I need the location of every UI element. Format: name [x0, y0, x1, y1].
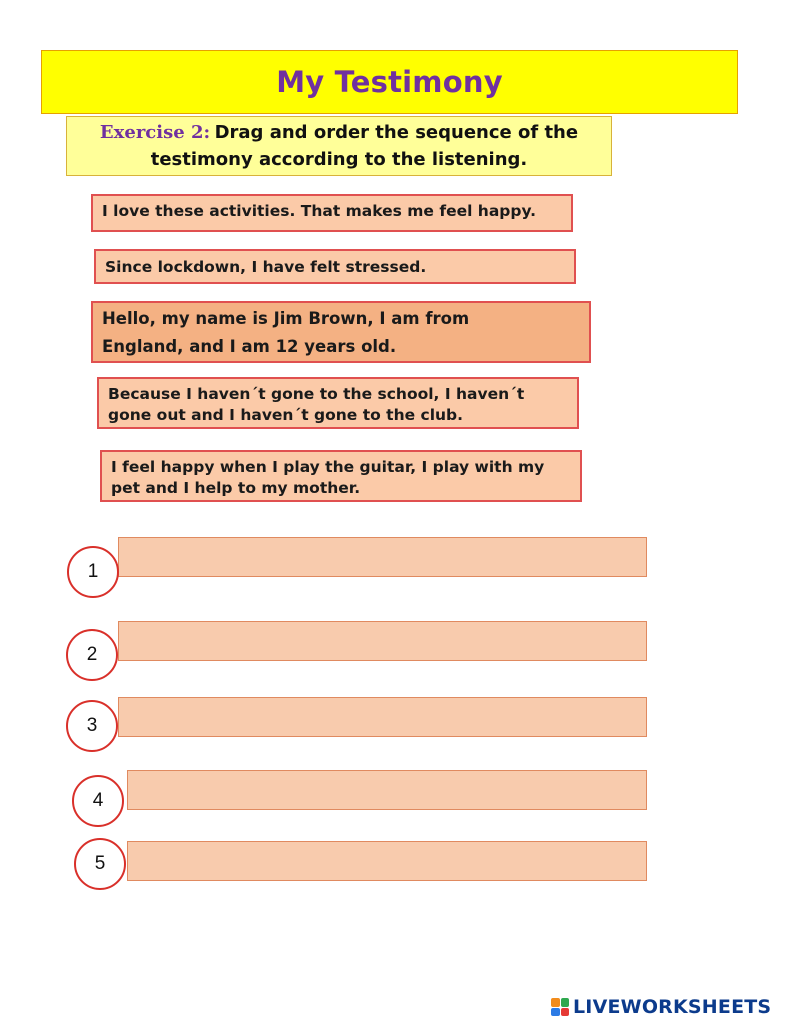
- drop-slot-4[interactable]: [127, 770, 647, 810]
- page-title: My Testimony: [276, 65, 503, 99]
- sentence-card-line-2: England, and I am 12 years old.: [102, 337, 397, 356]
- drop-slot-2[interactable]: [118, 621, 647, 661]
- exercise-label: Exercise 2:: [99, 122, 211, 143]
- sentence-card-feel-happy[interactable]: [100, 450, 582, 502]
- drop-slot-1[interactable]: [118, 537, 647, 577]
- logo-square: [561, 1008, 570, 1017]
- sentence-card-line-1: Because I haven´t gone to the school, I haven´t: [108, 385, 525, 403]
- number-circle-3: 3: [66, 700, 118, 752]
- number-circle-5: 5: [74, 838, 126, 890]
- sentence-card-because[interactable]: [97, 377, 579, 429]
- number-circle-2: 2: [66, 629, 118, 681]
- instruction-line-2: testimony according to the listening.: [150, 149, 528, 170]
- liveworksheets-logo-icon: [551, 998, 569, 1016]
- logo-square: [551, 998, 560, 1007]
- logo-square: [551, 1008, 560, 1017]
- sentence-card-introduction[interactable]: [91, 301, 591, 363]
- sentence-card-line-1: I feel happy when I play the guitar, I play with my: [111, 458, 545, 476]
- sentence-card-text: I love these activities. That makes me feel happy.: [102, 202, 537, 220]
- title-banner: [41, 50, 738, 114]
- instruction-line-1: Drag and order the sequence of the: [214, 122, 579, 143]
- sentence-card-line-1: Hello, my name is Jim Brown, I am from: [102, 309, 470, 328]
- logo-square: [561, 998, 570, 1007]
- sentence-card-line-2: gone out and I haven´t gone to the club.: [108, 406, 464, 424]
- number-circle-1: 1: [67, 546, 119, 598]
- brand-name: LIVEWORKSHEETS: [573, 996, 772, 1018]
- liveworksheets-brand: [551, 996, 771, 1018]
- sentence-card-lockdown[interactable]: [94, 249, 576, 284]
- drop-slot-3[interactable]: [118, 697, 647, 737]
- sentence-card-text: Since lockdown, I have felt stressed.: [105, 258, 427, 276]
- sentence-card-line-2: pet and I help to my mother.: [111, 479, 361, 497]
- number-circle-4: 4: [72, 775, 124, 827]
- sentence-card-love-activities[interactable]: [91, 194, 573, 232]
- drop-slot-5[interactable]: [127, 841, 647, 881]
- instruction-box: [66, 116, 612, 176]
